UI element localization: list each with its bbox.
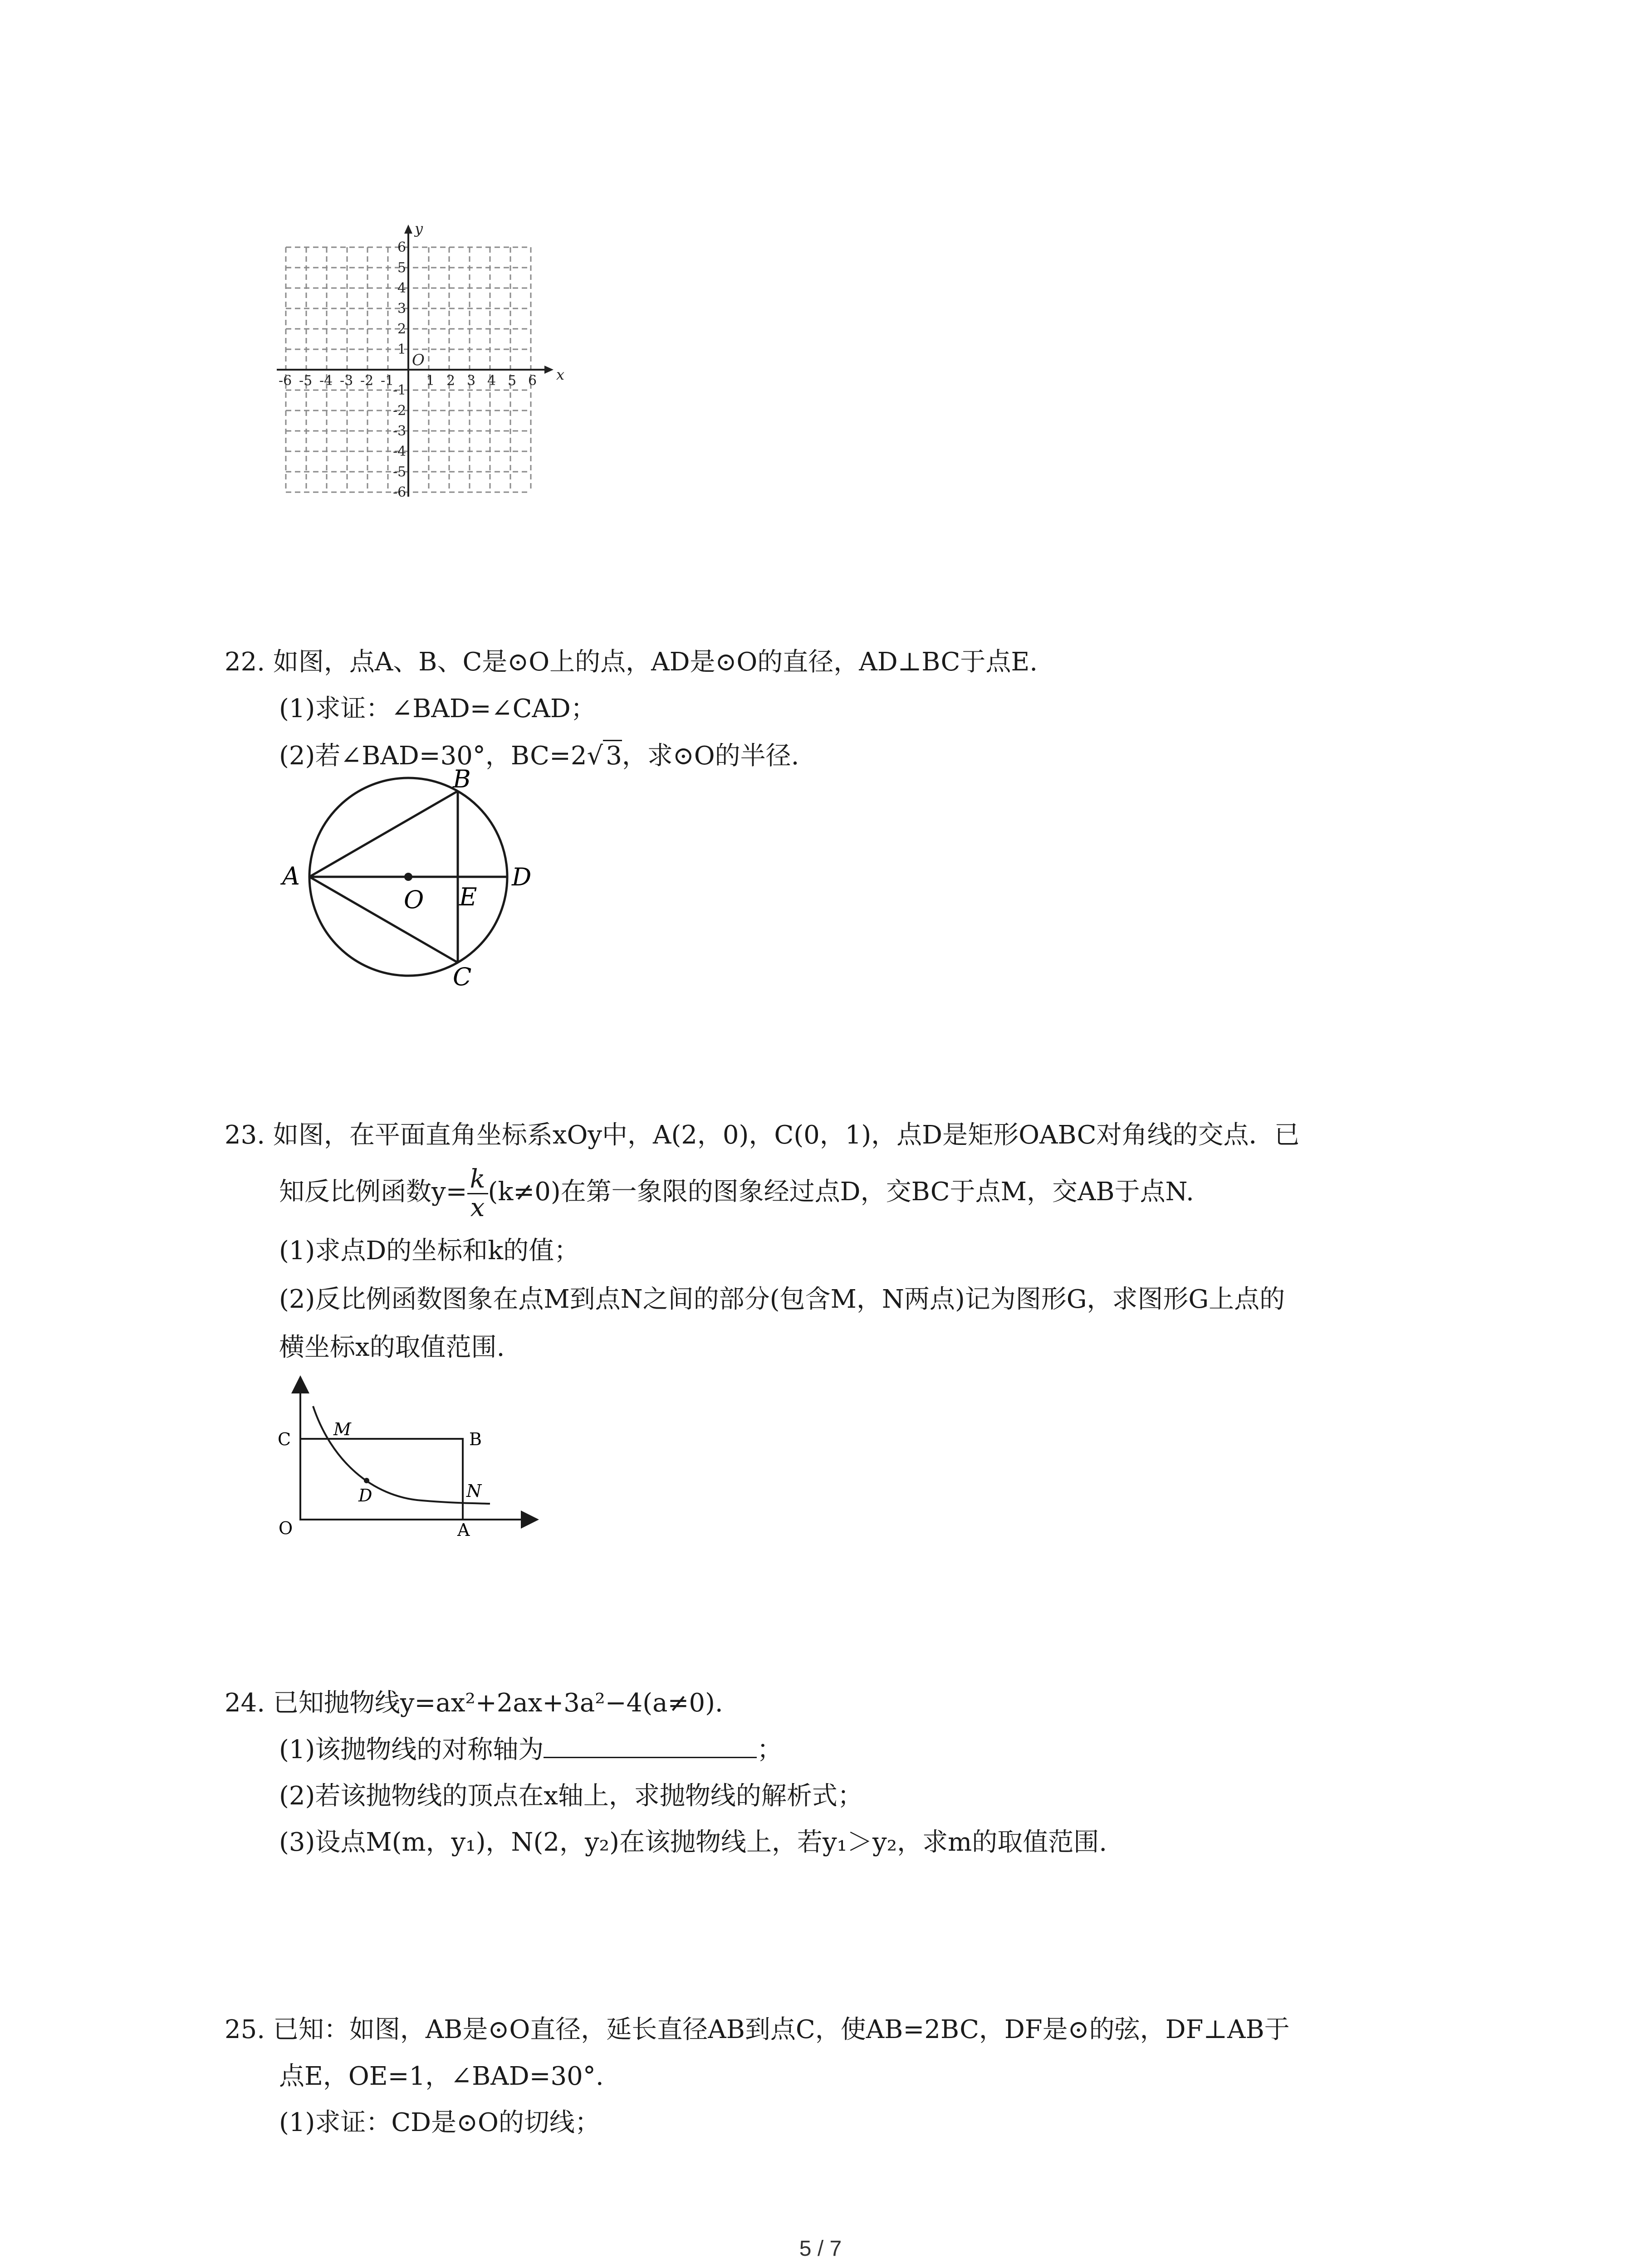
x-axis-arrow bbox=[544, 366, 554, 374]
q24-part3: (3)设点M(m，y₁)，N(2，y₂)在该抛物线上，若y₁＞y₂，求m的取值范围. bbox=[279, 1828, 1107, 1857]
label-C: C bbox=[278, 1429, 291, 1449]
y-tick-label: 2 bbox=[397, 321, 407, 337]
q25-stem-line1: 25. 已知：如图，AB是⊙O直径，延长直径AB到点C，使AB=2BC，DF是⊙的弦，DF⊥AB于 bbox=[225, 2015, 1290, 2044]
x-tick-label: -1 bbox=[381, 373, 394, 389]
q23-stem-line2-suffix: (k≠0)在第一象限的图象经过点D，交BC于点M，交AB于点N. bbox=[488, 1177, 1194, 1207]
fraction-numerator: k bbox=[467, 1166, 488, 1194]
q23-fraction bbox=[467, 1166, 488, 1222]
y-tick-label: 1 bbox=[397, 342, 407, 357]
label-E: E bbox=[459, 883, 477, 911]
segment-AC bbox=[309, 877, 458, 963]
q23-part1: (1)求点D的坐标和k的值； bbox=[279, 1236, 580, 1266]
q23-hyperbola-figure bbox=[272, 1374, 544, 1547]
label-O: O bbox=[404, 885, 424, 914]
y-tick-label: -1 bbox=[393, 382, 407, 398]
label-C: C bbox=[453, 963, 472, 991]
x-tick-label: -4 bbox=[319, 373, 333, 389]
q23-stem-line2 bbox=[279, 1166, 1194, 1222]
q22-part2-prefix: (2)若∠BAD=30°，BC=2 bbox=[279, 741, 587, 771]
x-tick-label: -3 bbox=[340, 373, 353, 389]
y-axis-label: y bbox=[415, 220, 423, 237]
origin-label: O bbox=[412, 351, 425, 369]
x-tick-label: 6 bbox=[528, 373, 537, 389]
point-D bbox=[364, 1478, 369, 1483]
y-tick-label: -6 bbox=[393, 484, 407, 500]
q22-circle-figure bbox=[272, 765, 554, 991]
q22-part2-sqrt: 3 bbox=[603, 740, 622, 771]
rectangle-OABC bbox=[300, 1439, 463, 1520]
q23-part2-line1: (2)反比例函数图象在点M到点N之间的部分(包含M，N两点)记为图形G，求图形G上点的 bbox=[279, 1285, 1285, 1314]
q23-stem-line1: 23. 如图，在平面直角坐标系xOy中，A(2，0)，C(0，1)，点D是矩形OABC对角线的交点．已 bbox=[225, 1120, 1300, 1150]
label-D: D bbox=[358, 1486, 372, 1505]
q24-part1-suffix: ； bbox=[757, 1735, 783, 1765]
x-tick-label: -2 bbox=[360, 373, 374, 389]
label-N: N bbox=[466, 1481, 482, 1501]
label-A: A bbox=[282, 862, 300, 890]
x-tick-label: -5 bbox=[299, 373, 313, 389]
x-tick-label: -6 bbox=[279, 373, 292, 389]
segment-AB bbox=[309, 791, 458, 877]
y-tick-label: 3 bbox=[397, 301, 407, 317]
q24-part2: (2)若该抛物线的顶点在x轴上，求抛物线的解析式； bbox=[279, 1781, 863, 1811]
q23-part2-line2: 横坐标x的取值范围. bbox=[279, 1333, 505, 1362]
q22-stem: 22. 如图，点A、B、C是⊙O上的点，AD是⊙O的直径，AD⊥BC于点E. bbox=[225, 647, 1038, 677]
label-M: M bbox=[333, 1419, 351, 1439]
x-tick-label: 4 bbox=[487, 373, 496, 389]
q22-part1: (1)求证：∠BAD=∠CAD； bbox=[279, 694, 596, 723]
y-tick-label: -3 bbox=[393, 423, 407, 439]
x-tick-label: 3 bbox=[467, 373, 476, 389]
coordinate-grid-figure bbox=[272, 218, 572, 508]
x-tick-label: 2 bbox=[446, 373, 456, 389]
y-tick-label: -4 bbox=[393, 444, 407, 459]
x-tick-label: 5 bbox=[508, 373, 517, 389]
label-O: O bbox=[279, 1518, 293, 1538]
y-tick-label: 4 bbox=[397, 280, 407, 296]
x-tick-label: 1 bbox=[426, 373, 435, 389]
answer-blank[interactable] bbox=[544, 1734, 757, 1758]
y-tick-label: 6 bbox=[397, 240, 407, 255]
y-tick-label: 5 bbox=[397, 260, 407, 276]
q24-stem: 24. 已知抛物线y=ax²+2ax+3a²−4(a≠0). bbox=[225, 1688, 723, 1718]
x-axis-label: x bbox=[556, 366, 565, 383]
label-A: A bbox=[457, 1520, 470, 1540]
q24-part1 bbox=[279, 1734, 782, 1766]
page-number: 5 / 7 bbox=[799, 2237, 842, 2261]
center-point-O bbox=[404, 873, 412, 881]
label-B: B bbox=[453, 765, 471, 793]
label-B: B bbox=[469, 1429, 482, 1449]
y-tick-label: -5 bbox=[393, 464, 407, 480]
y-tick-label: -2 bbox=[393, 403, 407, 419]
label-D: D bbox=[512, 863, 532, 891]
y-axis-arrow bbox=[404, 225, 412, 234]
fraction-denominator: x bbox=[470, 1193, 485, 1222]
q25-stem-line2: 点E，OE=1，∠BAD=30°. bbox=[279, 2062, 604, 2091]
q23-stem-line2-prefix: 知反比例函数y= bbox=[279, 1177, 467, 1207]
q25-part1: (1)求证：CD是⊙O的切线； bbox=[279, 2108, 600, 2137]
q22-part2-suffix: ，求⊙O的半径. bbox=[622, 741, 799, 771]
q22-part2: (2)若∠BAD=30°，BC=2√ 3，求⊙O的半径. bbox=[279, 740, 799, 772]
q24-part1-prefix: (1)该抛物线的对称轴为 bbox=[279, 1735, 544, 1765]
